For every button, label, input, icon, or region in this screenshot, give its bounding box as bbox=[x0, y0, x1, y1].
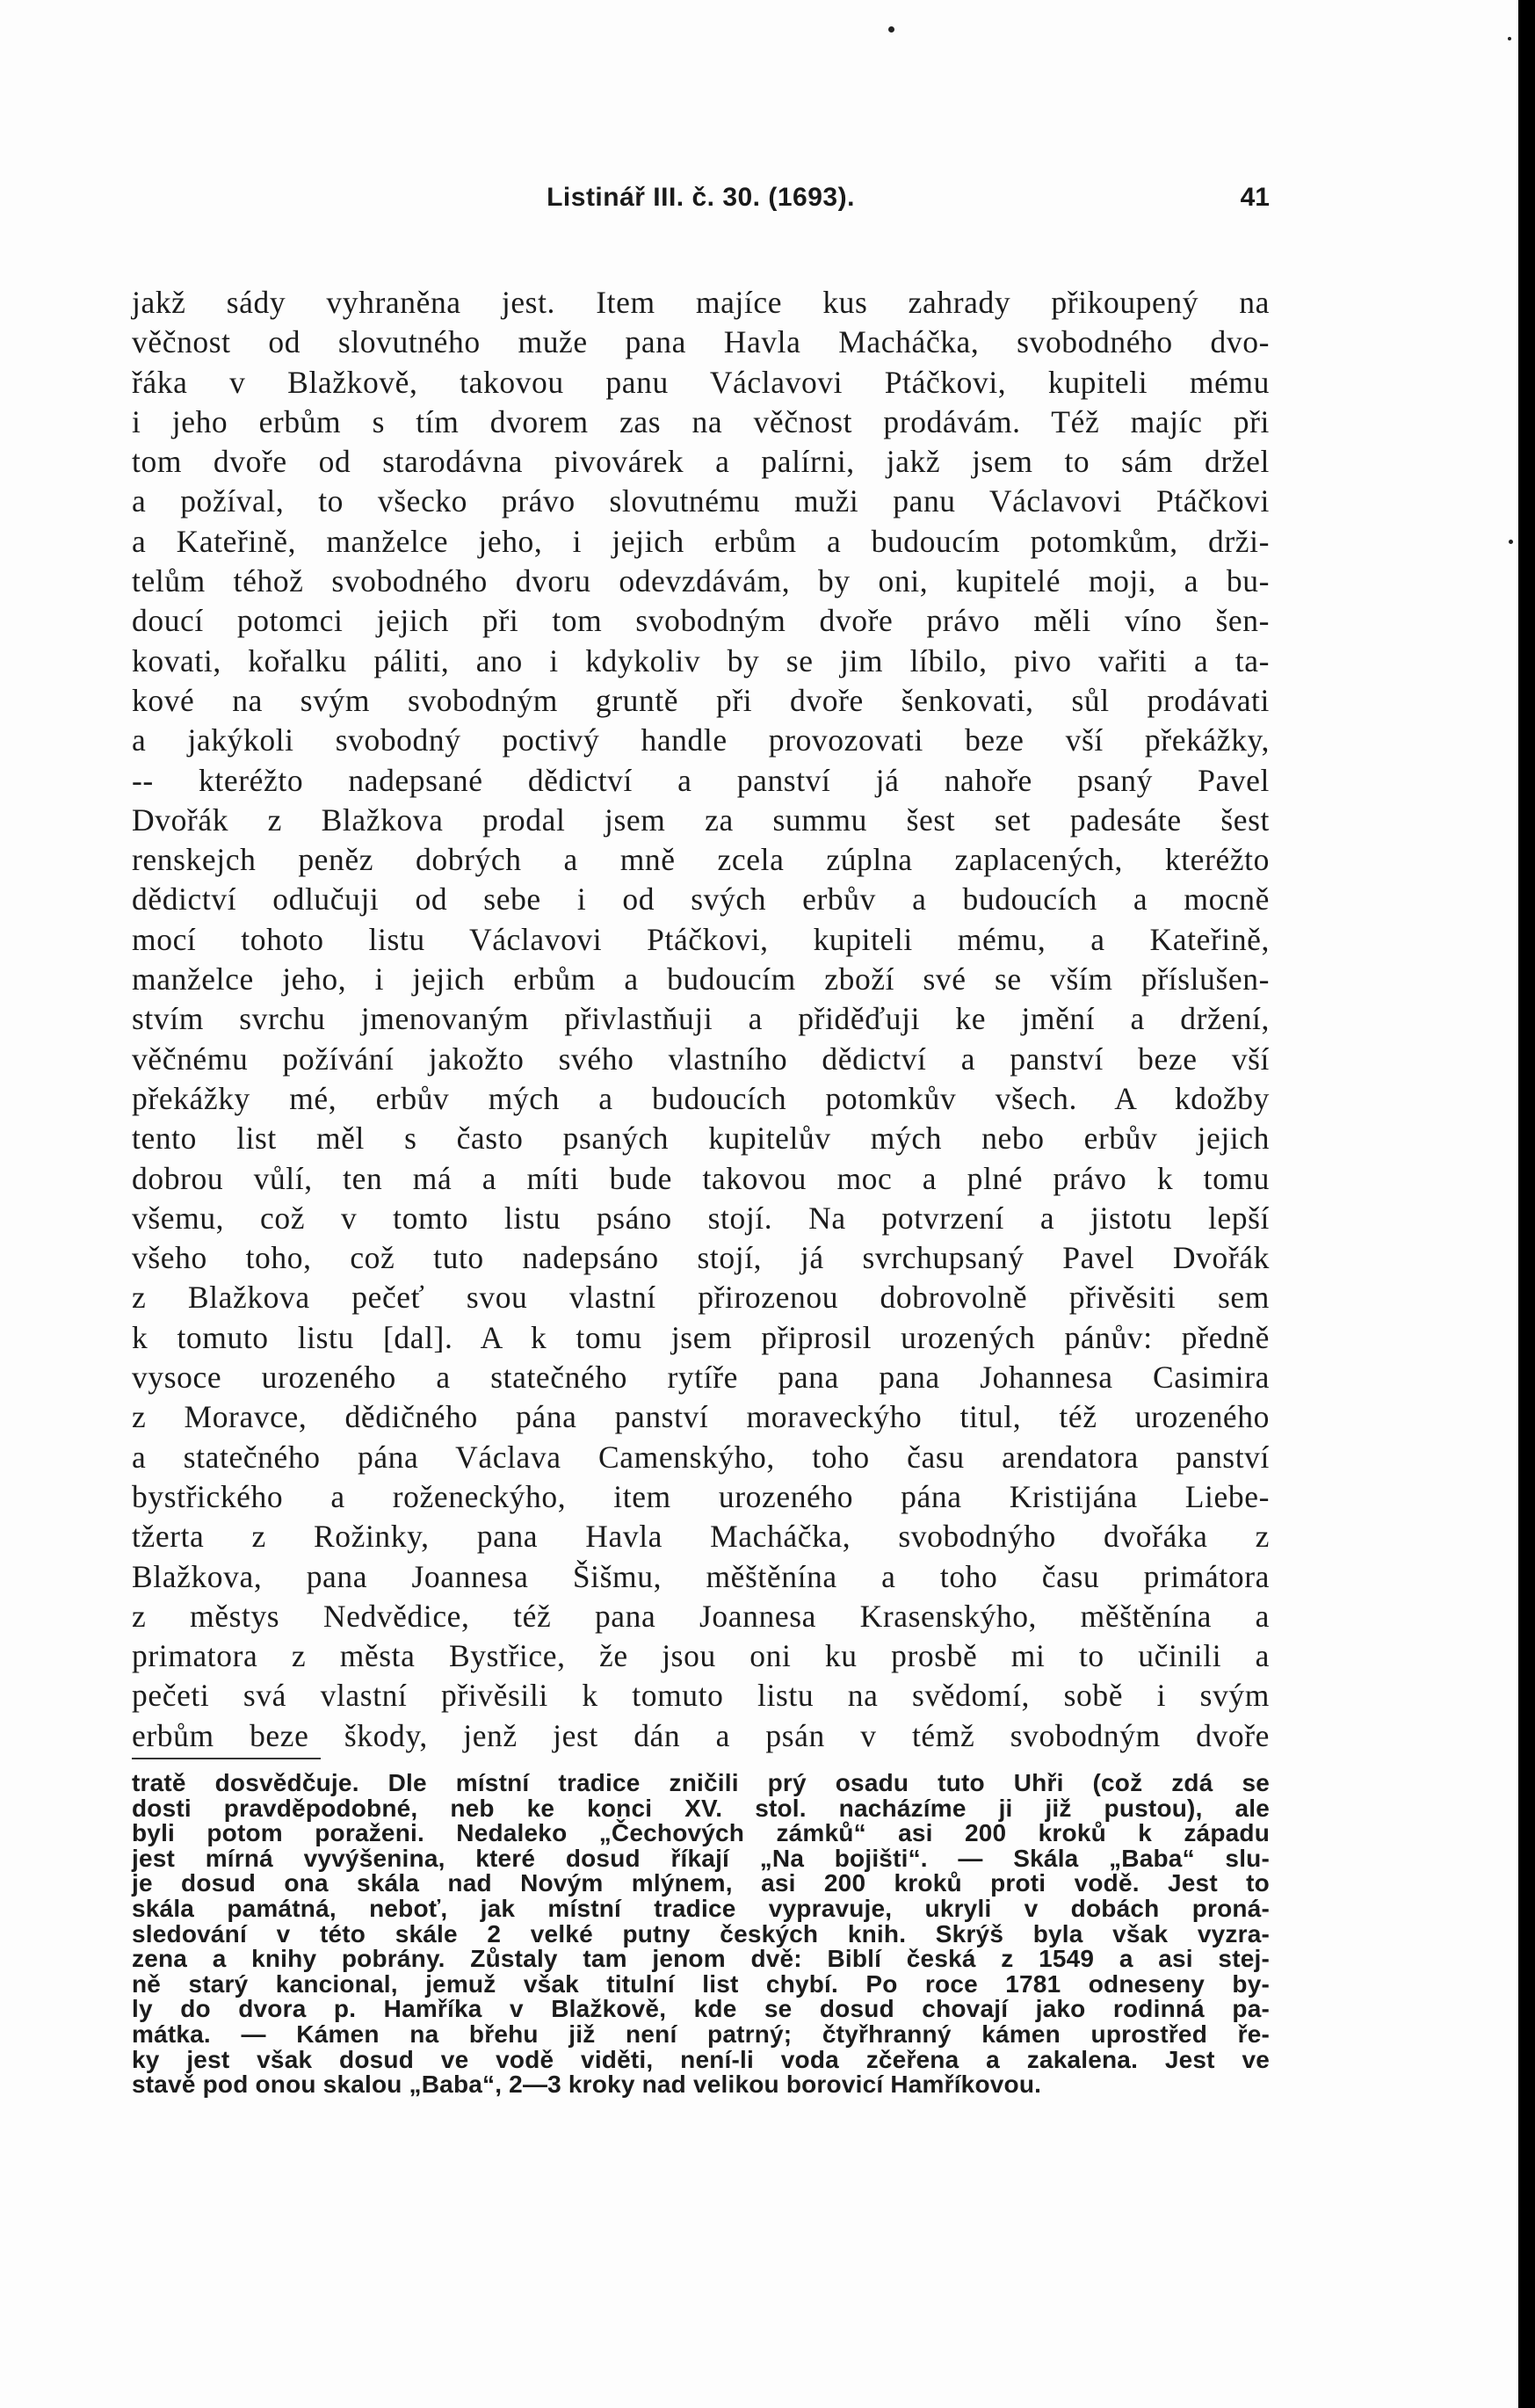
text-line: manželce jeho, i jejich erbům a budoucím zboží své se vším příslušen- bbox=[132, 961, 1270, 997]
text-line: doucí potomci jejich při tom svobodným dvoře právo měli víno šen- bbox=[132, 603, 1270, 639]
footnote-block bbox=[132, 1771, 1270, 2098]
text-line: stvím svrchu jmenovaným přivlastňuji a přiděďuji ke jmění a držení, bbox=[132, 1001, 1270, 1037]
text-line: a požíval, to všecko právo slovutnému muži panu Václavovi Ptáčkovi bbox=[132, 483, 1270, 519]
text-line: řáka v Blažkově, takovou panu Václavovi Ptáčkovi, kupiteli mému bbox=[132, 364, 1270, 400]
text-line: bystřického a roženeckýho, item urozeného pána Kristijána Liebe- bbox=[132, 1478, 1270, 1514]
footnote-line: tratě dosvědčuje. Dle místní tradice zničili prý osadu tuto Uhři (což zdá se bbox=[132, 1769, 1270, 1796]
text-line: tžerta z Rožinky, pana Havla Macháčka, svobodnýho dvořáka z bbox=[132, 1519, 1270, 1555]
text-line: k tomuto listu [dal]. A k tomu jsem připrosil urozených pánův: předně bbox=[132, 1319, 1270, 1355]
text-line: a jakýkoli svobodný poctivý handle provozovati beze vší překážky, bbox=[132, 722, 1270, 758]
text-line: erbům beze škody, jenž jest dán a psán v témž svobodným dvoře bbox=[132, 1717, 1270, 1753]
text-line: vysoce urozeného a statečného rytíře pana pana Johannesa Casimira bbox=[132, 1360, 1270, 1396]
text-line: tento list měl s často psaných kupitelův mých nebo erbův jejich bbox=[132, 1121, 1270, 1157]
text-line: telům téhož svobodného dvoru odevzdávám, by oni, kupitelé moji, a bu- bbox=[132, 563, 1270, 599]
main-text bbox=[132, 283, 1270, 1756]
text-line: tom dvoře od starodávna pivovárek a palírni, jakž jsem to sám držel bbox=[132, 444, 1270, 480]
text-line: z Moravce, dědičného pána panství moraveckýho titul, též urozeného bbox=[132, 1399, 1270, 1435]
footnote-line: ně starý kancional, jemuž však titulní list chybí. Po roce 1781 odneseny by- bbox=[132, 1969, 1270, 1998]
footnote-line: ky jest však dosud ve vodě viděti, není-li voda zčeřena a zakalena. Jest ve bbox=[132, 2045, 1270, 2073]
text-line: z Blažkova pečeť svou vlastní přirozenou dobrovolně přivěsiti sem bbox=[132, 1280, 1270, 1316]
text-line: věčnému požívání jakožto svého vlastního dědictví a panství beze vší bbox=[132, 1041, 1270, 1077]
text-line: všeho toho, což tuto nadepsáno stojí, já svrchupsaný Pavel Dvořák bbox=[132, 1240, 1270, 1276]
footnote-line: stavě pod onou skalou „Baba“, 2—3 kroky nad velikou borovicí Hamříkovou. bbox=[132, 2071, 1042, 2099]
running-header bbox=[132, 183, 1270, 230]
text-line: renskejch peněz dobrých a mně zcela zúplna zaplacených, kteréžto bbox=[132, 842, 1270, 878]
text-line: mocí tohoto listu Václavovi Ptáčkovi, kupiteli mému, a Kateřině, bbox=[132, 921, 1270, 957]
scan-speck bbox=[888, 26, 894, 33]
text-line: a statečného pána Václava Camenskýho, toho času arendatora panství bbox=[132, 1439, 1270, 1475]
text-line: primatora z města Bystřice, že jsou oni ku prosbě mi to učinili a bbox=[132, 1638, 1270, 1674]
text-line: kovati, kořalku páliti, ano i kdykoliv by se jim líbilo, pivo vařiti a ta- bbox=[132, 642, 1270, 678]
page-number: 41 bbox=[1240, 183, 1270, 212]
footnote-separator bbox=[132, 1758, 321, 1759]
text-line: Blažkova, pana Joannesa Šišmu, měštěnína a toho času primátora bbox=[132, 1558, 1270, 1594]
text-line: z městys Nedvědice, též pana Joannesa Krasenskýho, měštěnína a bbox=[132, 1598, 1270, 1634]
text-line: a Kateřině, manželce jeho, i jejich erbům a budoucím potomkům, drži- bbox=[132, 523, 1270, 559]
footnote-line: dosti pravděpodobné, neb ke konci XV. stol. nacházíme ji již pustou), ale bbox=[132, 1794, 1270, 1822]
footnote-line: ly do dvora p. Hamříka v Blažkově, kde se dosud chovají jako rodinná pa- bbox=[132, 1995, 1270, 2023]
text-line: jakž sády vyhraněna jest. Item majíce kus zahrady přikoupený na bbox=[132, 285, 1270, 320]
text-line: dědictví odlučuji od sebe i od svých erbův a budoucích a mocně bbox=[132, 881, 1270, 918]
text-line: -- kteréžto nadepsané dědictví a panství já nahoře psaný Pavel bbox=[132, 762, 1270, 798]
text-line: věčnost od slovutného muže pana Havla Macháčka, svobodného dvo- bbox=[132, 324, 1270, 360]
text-line: i jeho erbům s tím dvorem zas na věčnost prodávám. Též majíc při bbox=[132, 403, 1270, 439]
text-line: všemu, což v tomto listu psáno stojí. Na potvrzení a jistotu lepší bbox=[132, 1200, 1270, 1236]
text-line: pečeti svá vlastní přivěsili k tomuto listu na svědomí, sobě i svým bbox=[132, 1678, 1270, 1714]
text-line: kové na svým svobodným gruntě při dvoře šenkovati, sůl prodávati bbox=[132, 682, 1270, 718]
footnote-line: byli potom poraženi. Nedaleko „Čechových zámků“ asi 200 kroků k západu bbox=[132, 1819, 1270, 1847]
header-title: Listinář III. č. 30. (1693). bbox=[547, 183, 855, 212]
footnote-line: je dosud ona skála nad Novým mlýnem, asi 200 kroků proti vodě. Jest to bbox=[132, 1869, 1270, 1897]
text-line: překážky mé, erbův mých a budoucích potomkův všech. A kdožby bbox=[132, 1080, 1270, 1116]
footnote-line: jest mírná vyvýšenina, které dosud říkají „Na bojišti“. — Skála „Baba“ slu- bbox=[132, 1844, 1270, 1872]
footnote-line: zena a knihy pobrány. Zůstaly tam jenom dvě: Biblí česká z 1549 a asi stej- bbox=[132, 1945, 1270, 1973]
text-line: dobrou vůlí, ten má a míti bude takovou moc a plné právo k tomu bbox=[132, 1160, 1270, 1196]
text-line: Dvořák z Blažkova prodal jsem za summu šest set padesáte šest bbox=[132, 801, 1270, 838]
scan-speck bbox=[1509, 540, 1513, 544]
footnote-line: mátka. — Kámen na břehu již není patrný; čtyřhranný kámen uprostřed ře- bbox=[132, 2020, 1270, 2048]
footnote-line: sledování v této skále 2 velké putny českých knih. Skrýš byla však vyzra- bbox=[132, 1919, 1270, 1947]
footnote-line: skála památná, neboť, jak místní tradice vypravuje, ukryli v dobách proná- bbox=[132, 1894, 1270, 1922]
scan-speck bbox=[1508, 37, 1511, 40]
